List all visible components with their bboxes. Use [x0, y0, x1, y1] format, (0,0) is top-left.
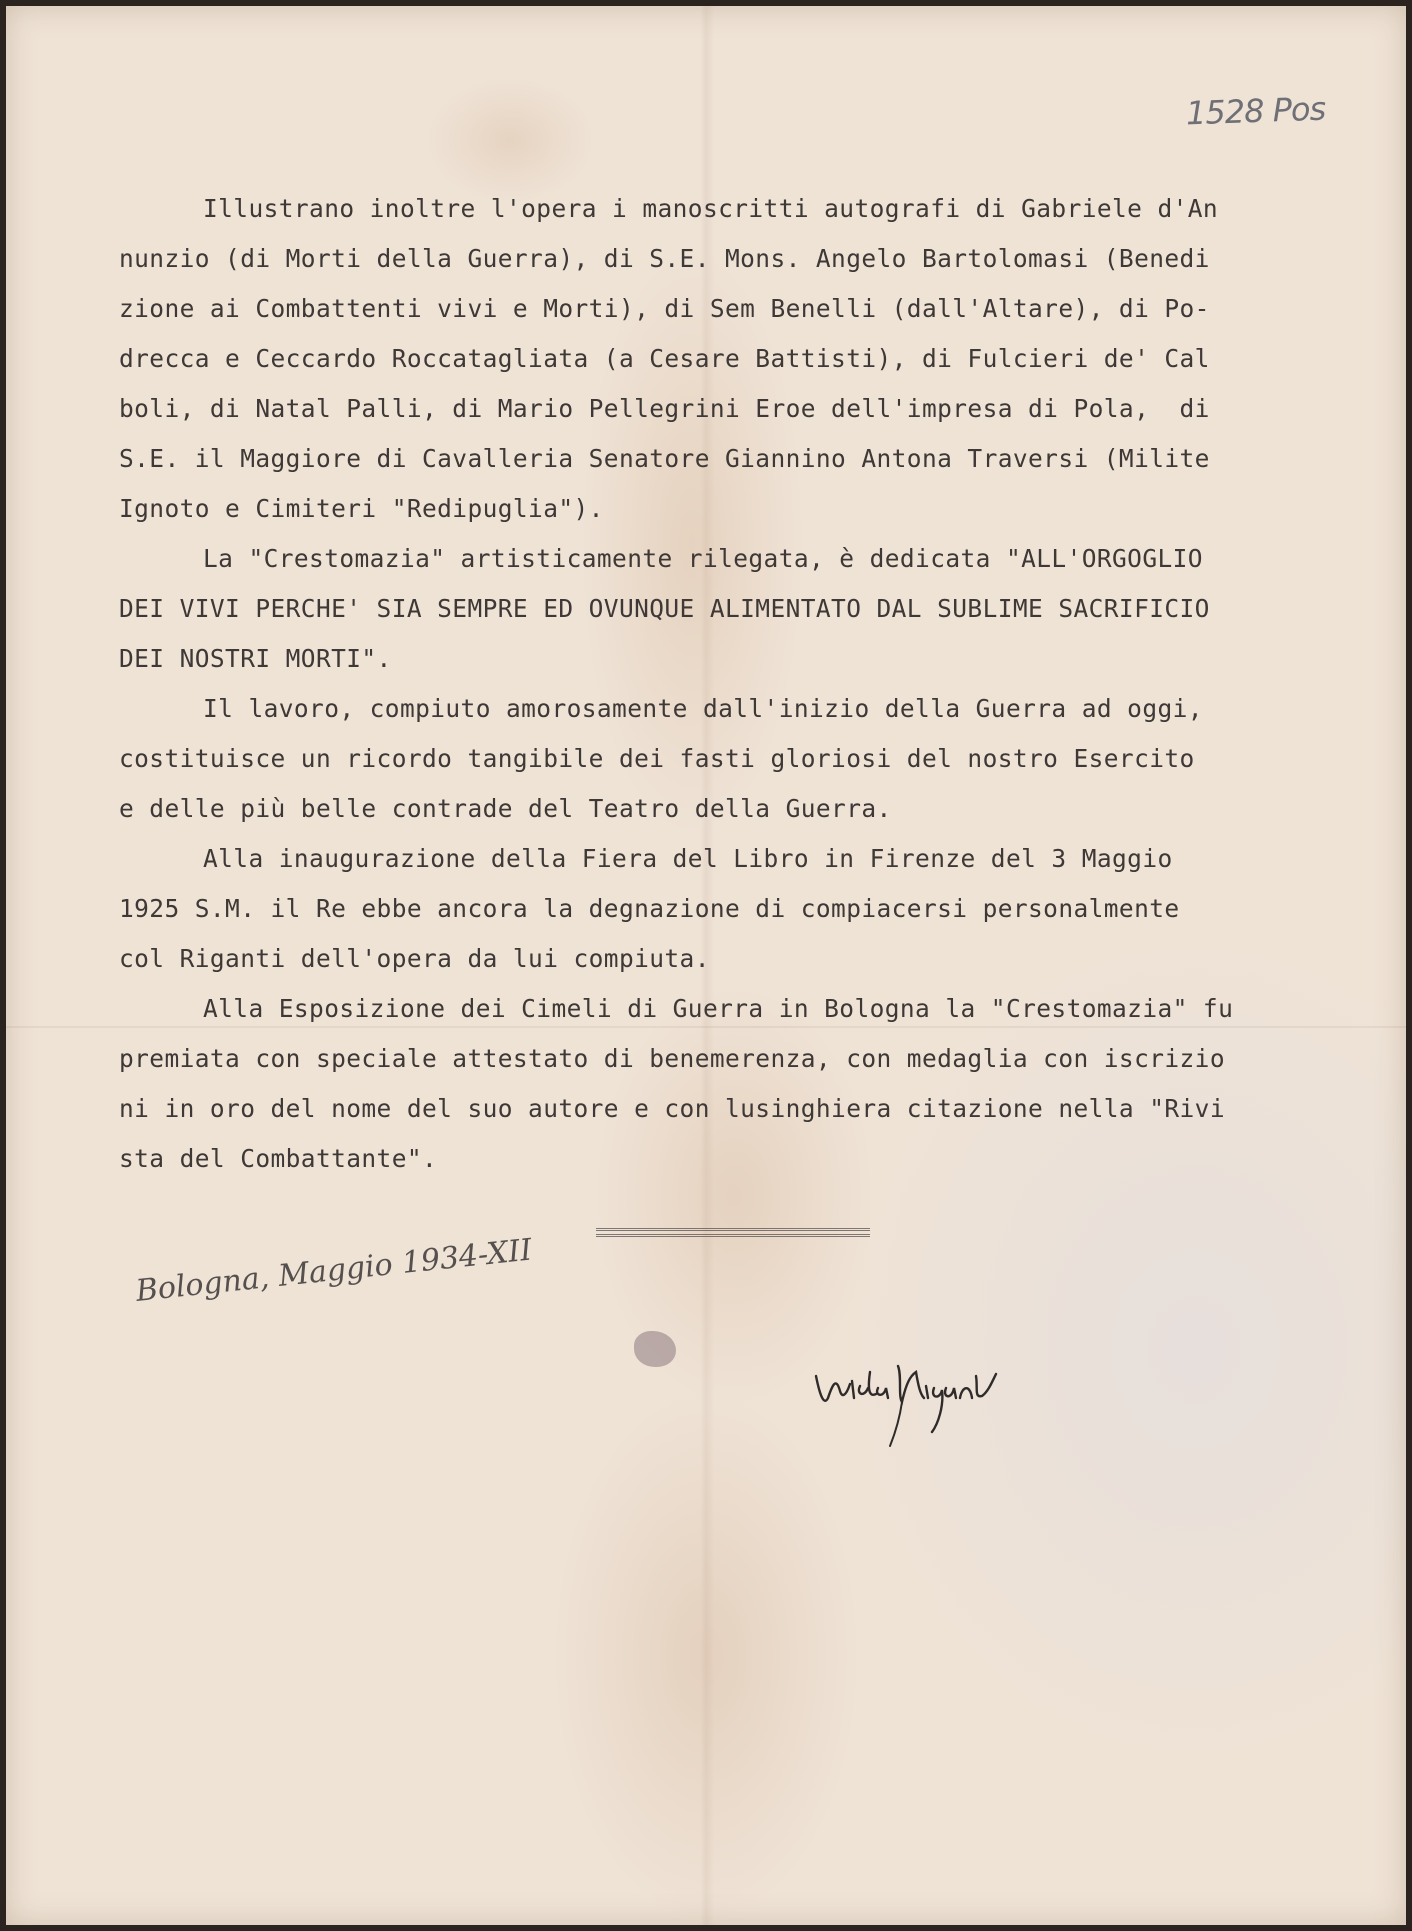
text-line: boli, di Natal Palli, di Mario Pellegrini Eroe dell'impresa di Pola, di — [119, 394, 1210, 423]
paragraph-4 — [119, 834, 1359, 984]
text-line: La "Crestomazia" artisticamente rilegata, è dedicata "ALL'ORGOGLIO — [203, 544, 1203, 573]
paragraph-2 — [119, 534, 1359, 684]
text-line: sta del Combattante". — [119, 1144, 438, 1173]
text-line: Illustrano inoltre l'opera i manoscritti autografi di Gabriele d'An — [203, 194, 1219, 223]
text-line: e delle più belle contrade del Teatro della Guerra. — [119, 794, 892, 823]
text-line: premiata con speciale attestato di benemerenza, con medaglia con iscrizio — [119, 1044, 1225, 1073]
text-line: nunzio (di Morti della Guerra), di S.E. Mons. Angelo Bartolomasi (Benedi — [119, 244, 1210, 273]
text-line: drecca e Ceccardo Roccatagliata (a Cesare Battisti), di Fulcieri de' Cal — [119, 344, 1210, 373]
text-line: Ignoto e Cimiteri "Redipuglia"). — [119, 494, 604, 523]
text-line: 1925 S.M. il Re ebbe ancora la degnazione di compiacersi personalmente — [119, 894, 1180, 923]
handwritten-signature — [806, 1336, 1056, 1456]
paragraph-5 — [119, 984, 1359, 1184]
text-line: S.E. il Maggiore di Cavalleria Senatore Giannino Antona Traversi (Milite — [119, 444, 1210, 473]
archive-mark: 1528 Pos — [1185, 89, 1326, 133]
text-line: costituisce un ricordo tangibile dei fasti gloriosi del nostro Esercito — [119, 744, 1195, 773]
section-divider — [596, 1228, 870, 1237]
paragraph-1 — [119, 184, 1359, 534]
handwritten-place-date: Bologna, Maggio 1934-XII — [134, 1232, 534, 1309]
text-line: Il lavoro, compiuto amorosamente dall'inizio della Guerra ad oggi, — [203, 694, 1203, 723]
text-line: ni in oro del nome del suo autore e con lusinghiera citazione nella "Rivi — [119, 1094, 1225, 1123]
document-page — [6, 6, 1406, 1925]
paragraph-3 — [119, 684, 1359, 834]
typewritten-body — [119, 184, 1359, 1184]
ink-smudge — [634, 1331, 676, 1367]
text-line: Alla inaugurazione della Fiera del Libro in Firenze del 3 Maggio — [203, 844, 1173, 873]
text-line: Alla Esposizione dei Cimeli di Guerra in Bologna la "Crestomazia" fu — [203, 994, 1234, 1023]
text-line: col Riganti dell'opera da lui compiuta. — [119, 944, 710, 973]
text-line: zione ai Combattenti vivi e Morti), di Sem Benelli (dall'Altare), di Po- — [119, 294, 1210, 323]
text-line: DEI NOSTRI MORTI". — [119, 644, 392, 673]
text-line: DEI VIVI PERCHE' SIA SEMPRE ED OVUNQUE ALIMENTATO DAL SUBLIME SACRIFICIO — [119, 594, 1210, 623]
